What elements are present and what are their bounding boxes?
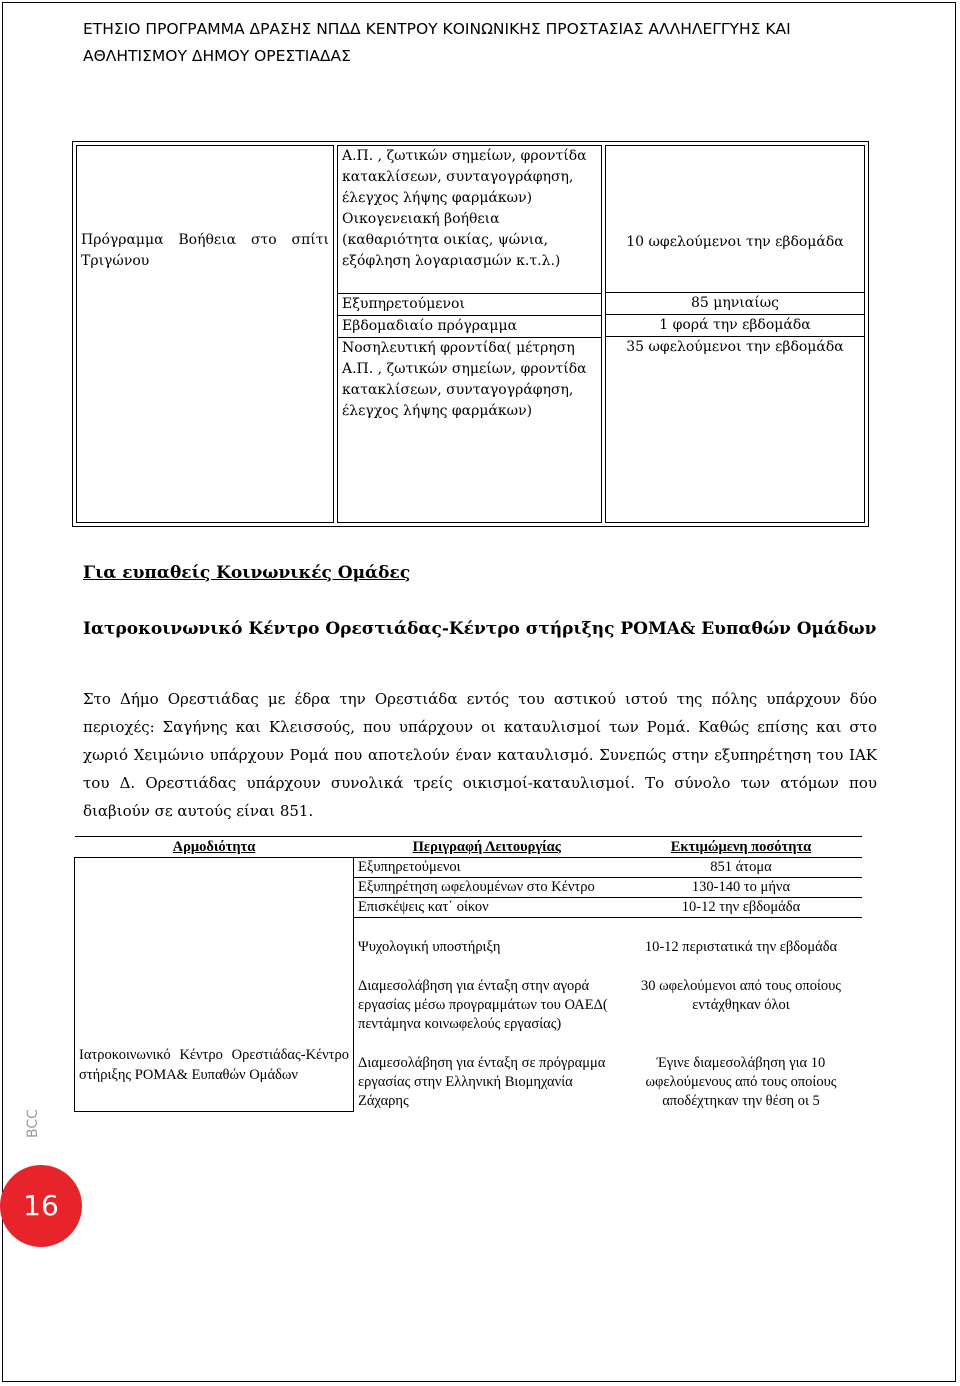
description-cell [337,145,602,523]
page-number-badge [0,1165,82,1247]
section-paragraph: Στο Δήμο Ορεστιάδας με έδρα την Ορεστιάδα εντός του αστικού ιστού της πόλης υπάρχουν δύο περιοχές: Σαγήνης και Κλεισσούς, που υπάρχουν οι καταυλισμοί των Ρομά. Καθώς επίσης και στο χωριό Χειμώνιο υπάρχουν Ρομά που αποτελούν έναν καταυλισμό. Συνεπώς στην εξυπηρέτηση του ΙΑΚ του Δ. Ορεστιάδας υπάρχουν συνολικά τρείς οικισμοί-καταυλισμοί. Το σύνολο των ατόμων που διαβιούν σε αυτούς είναι 851. [83,690,877,820]
table-row-quantity: 10-12 περιστατικά την εβδομάδα [644,939,838,955]
description-row: Νοσηλευτική φροντίδα( μέτρηση Α.Π. , ζωτικών σημείων, φροντίδα κατακλίσεων, συνταγογράφηση, έλεγχος λήψης φαρμάκων) [342,340,587,419]
table-row-description: Διαμεσολάβηση για ένταξη στην αγορά εργασίας μέσω προγραμμάτων του ΟΑΕΔ( πεντάμηνα κοινωφελούς εργασίας) [358,978,608,1032]
table-row-description: Εξυπηρέτηση ωφελουμένων στο Κέντρο [354,878,621,898]
services-table [74,836,862,1112]
table-row-description: Ψυχολογική υποστήριξη [358,939,501,955]
quantity-row: 1 φορά την εβδομάδα [606,315,864,337]
table-row-description: Διαμεσολάβηση για ένταξη σε πρόγραμμα εργασίας στην Ελληνική Βιομηχανία Ζάχαρης [358,1055,606,1109]
page-number: 16 [23,1189,59,1222]
table-row-quantity: Έγινε διαμεσολάβηση για 10 ωφελούμενους από τους οποίους αποδέχτηκαν την θέση οι 5 [645,1055,837,1109]
program-name-line-2: Τριγώνου [81,253,150,269]
description-row: Εβδομαδιαίο πρόγραμμα [338,316,601,338]
table-row-quantity: 10-12 την εβδομάδα [620,898,862,918]
responsibility-text: Ιατροκοινωνικό Κέντρο Ορεστιάδας-Κέντρο στήριξης ΡΟΜΑ& Ευπαθών Ομάδων [79,1046,349,1083]
description-row: Α.Π. , ζωτικών σημείων, φροντίδα κατακλίσεων, συνταγογράφηση, έλεγχος λήψης φαρμάκων) Οικογενειακή βοήθεια (καθαριότητα οικίας, ψώνια, εξόφληση λογαριασμών κ.τ.λ.) [338,146,601,294]
table-row-description: Επισκέψεις κατ΄ οίκον [354,898,621,918]
header-line-2: ΑΘΛΗΤΙΣΜΟΥ ΔΗΜΟΥ ΟΡΕΣΤΙΑΔΑΣ [83,47,351,65]
program-name-cell [76,145,334,523]
quantity-row: 10 ωφελούμενοι την εβδομάδα [606,146,864,293]
section-subtitle: Ιατροκοινωνικό Κέντρο Ορεστιάδας-Κέντρο στήριξης ΡΟΜΑ& Ευπαθών Ομάδων [83,619,877,639]
section-title: Για ευπαθείς Κοινωνικές Ομάδες [83,563,411,583]
quantity-cell [605,145,865,523]
header-line-1: ΕΤΗΣΙΟ ΠΡΟΓΡΑΜΜΑ ΔΡΑΣΗΣ ΝΠΔΔ ΚΕΝΤΡΟΥ ΚΟΙΝΩΝΙΚΗΣ ΠΡΟΣΤΑΣΙΑΣ ΑΛΛΗΛΕΓΓΥΗΣ ΚΑΙ [83,20,791,38]
column-header: Εκτιμώμενη ποσότητα [620,837,862,858]
table-row-quantity: 30 ωφελούμενοι από τους οποίους εντάχθηκαν όλοι [640,978,842,1013]
document-header [83,16,883,70]
description-row: Εξυπηρετούμενοι [338,294,601,316]
quantity-row: 85 μηνιαίως [606,293,864,315]
quantity-row: 35 ωφελούμενοι την εβδομάδα [626,339,844,355]
table-row-quantity: 851 άτομα [620,858,862,878]
responsibility-cell [75,858,354,1112]
table-row-quantity: 130-140 το μήνα [620,878,862,898]
side-label: BCC [25,1109,41,1138]
table-row-description: Εξυπηρετούμενοι [354,858,621,878]
program-table [72,141,869,527]
program-name-line-1: Πρόγραμμα Βοήθεια στο σπίτι [81,232,329,248]
column-header: Αρμοδιότητα [75,837,354,858]
column-header: Περιγραφή Λειτουργίας [354,837,621,858]
